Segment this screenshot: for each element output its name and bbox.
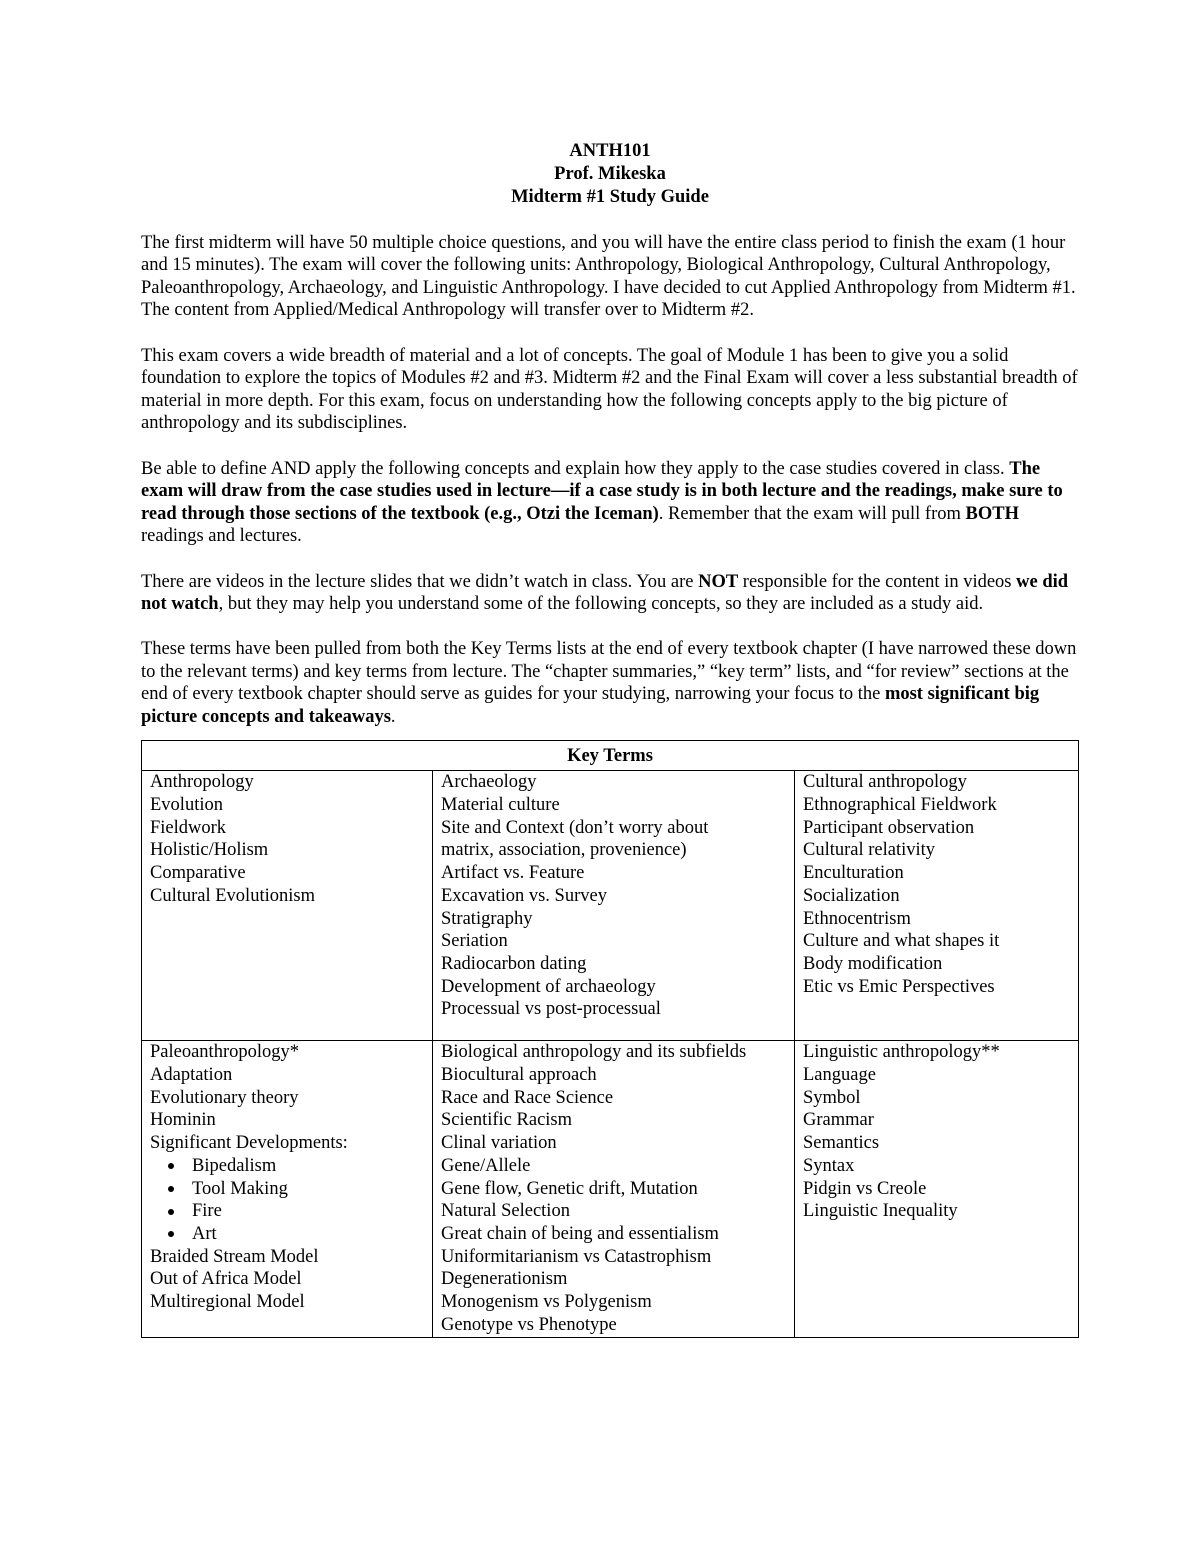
term-text: Pidgin vs Creole bbox=[803, 1178, 927, 1199]
term-text: Cultural Evolutionism bbox=[150, 885, 315, 906]
course-code: ANTH101 bbox=[569, 141, 651, 161]
instructions-paragraph bbox=[141, 458, 1079, 548]
term-item bbox=[803, 1064, 1070, 1087]
term-text: Fire bbox=[192, 1201, 222, 1222]
term-text: Seriation bbox=[441, 931, 508, 952]
terms-cell-archaeology bbox=[433, 771, 795, 1041]
term-item bbox=[150, 1132, 424, 1155]
term-text: Gene flow, Genetic drift, Mutation bbox=[441, 1178, 698, 1199]
term-item bbox=[441, 817, 786, 840]
term-text: Radiocarbon dating bbox=[441, 953, 587, 974]
terms-cell-anthropology bbox=[142, 771, 433, 1041]
term-text: Monogenism vs Polygenism bbox=[441, 1292, 652, 1313]
term-item bbox=[441, 885, 786, 908]
term-text: Natural Selection bbox=[441, 1201, 570, 1222]
term-item bbox=[441, 998, 786, 1021]
term-item bbox=[803, 794, 1070, 817]
term-item bbox=[150, 1041, 424, 1064]
term-item bbox=[150, 1109, 424, 1132]
term-item bbox=[150, 885, 424, 908]
videos-paragraph bbox=[141, 571, 1079, 616]
term-text: Race and Race Science bbox=[441, 1087, 614, 1108]
term-text: Tool Making bbox=[192, 1178, 288, 1199]
term-item bbox=[150, 1064, 424, 1087]
term-text: Gene/Allele bbox=[441, 1155, 531, 1176]
term-item bbox=[441, 1087, 786, 1110]
term-text: Linguistic Inequality bbox=[803, 1201, 958, 1222]
term-text: Archaeology bbox=[441, 772, 537, 793]
bullet-icon bbox=[168, 1209, 174, 1215]
terms-source-period: . bbox=[390, 707, 396, 728]
term-item bbox=[441, 1178, 786, 1201]
bullet-list-item bbox=[150, 1200, 424, 1223]
bullet-list-item bbox=[150, 1223, 424, 1246]
instructions-text-2: . Remember that the exam will pull from bbox=[658, 503, 966, 524]
term-item bbox=[441, 1314, 786, 1337]
term-text: Material culture bbox=[441, 795, 560, 816]
instructions-bold-text: The exam will draw from the case studies used in lecture—if a case study is in both lecture and the readings, make sure to read through those sections of the textbook (e.g., Otzi the Iceman) bbox=[141, 458, 1063, 524]
term-text: Evolutionary theory bbox=[150, 1087, 299, 1108]
term-item bbox=[441, 1155, 786, 1178]
term-item bbox=[803, 1041, 1070, 1064]
instructions-bold-both: BOTH bbox=[965, 503, 1019, 524]
document-page bbox=[141, 140, 1079, 1338]
terms-source-bold-text: most significant big picture concepts and takeaways bbox=[141, 684, 1040, 728]
term-item bbox=[803, 1155, 1070, 1178]
intro-paragraph: The first midterm will have 50 multiple choice questions, and you will have the entire class period to finish the exam (1 hour and 15 minutes). The exam will cover the following units: Anthropology, Biological Anthropology, Cultural Anthropology, Paleoanthropology, Archaeology, and Linguistic Anthropology. I have decided to cut Applied Anthropology from Midterm #1. The content from Applied/Medical Anthropology will transfer over to Midterm #2. bbox=[141, 232, 1076, 321]
term-item bbox=[150, 1246, 424, 1269]
term-text: Participant observation bbox=[803, 817, 975, 838]
term-item bbox=[803, 1178, 1070, 1201]
bullet-list-item bbox=[150, 1178, 424, 1201]
terms-cell-biological bbox=[433, 1041, 795, 1337]
term-text: Anthropology bbox=[150, 772, 254, 793]
term-text: Out of Africa Model bbox=[150, 1269, 302, 1290]
videos-bold-text: we did not watch bbox=[141, 571, 1069, 615]
term-item bbox=[803, 908, 1070, 931]
term-item bbox=[441, 953, 786, 976]
term-text: Development of archaeology bbox=[441, 976, 656, 997]
table-row bbox=[142, 771, 1079, 1041]
term-text: Adaptation bbox=[150, 1065, 233, 1086]
bullet-icon bbox=[168, 1231, 174, 1237]
term-item bbox=[441, 1109, 786, 1132]
term-text: Semantics bbox=[803, 1133, 880, 1154]
term-item bbox=[803, 839, 1070, 862]
term-text: Enculturation bbox=[803, 863, 904, 884]
videos-text-2: responsible for the content in videos bbox=[738, 571, 1017, 592]
scope-paragraph: This exam covers a wide breadth of material and a lot of concepts. The goal of Module 1 has been to give you a solid foundation to explore the topics of Modules #2 and #3. Midterm #2 and the Final Exam will cover a less substantial breadth of material in more depth. For this exam, focus on understanding how the following concepts apply to the big picture of anthropology and its subdisciplines. bbox=[141, 345, 1078, 434]
term-item bbox=[803, 953, 1070, 976]
terms-source-paragraph bbox=[141, 638, 1079, 728]
term-text: matrix, association, provenience) bbox=[441, 840, 687, 861]
term-text: Degenerationism bbox=[441, 1269, 568, 1290]
term-item bbox=[803, 976, 1070, 999]
term-item bbox=[441, 1291, 786, 1314]
term-item bbox=[441, 1132, 786, 1155]
paleo-terms-top bbox=[150, 1041, 424, 1155]
videos-text: There are videos in the lecture slides that we didn’t watch in class. You are bbox=[141, 571, 699, 592]
term-text: Cultural relativity bbox=[803, 840, 936, 861]
term-text: Cultural anthropology bbox=[803, 772, 967, 793]
term-item bbox=[150, 862, 424, 885]
videos-text-3: , but they may help you understand some of the following concepts, so they are included as a study aid. bbox=[218, 594, 984, 615]
developments-bullet-list bbox=[150, 1155, 424, 1246]
term-item bbox=[803, 1109, 1070, 1132]
term-item bbox=[150, 794, 424, 817]
terms-cell-cultural bbox=[795, 771, 1079, 1041]
term-text: Linguistic anthropology** bbox=[803, 1042, 1000, 1063]
document-title: Midterm #1 Study Guide bbox=[511, 187, 709, 207]
term-text: Clinal variation bbox=[441, 1133, 557, 1154]
term-item bbox=[441, 908, 786, 931]
term-item bbox=[441, 1223, 786, 1246]
term-text: Site and Context (don’t worry about bbox=[441, 817, 709, 838]
professor-name: Prof. Mikeska bbox=[554, 164, 666, 184]
instructions-text-3: readings and lectures. bbox=[141, 526, 302, 547]
term-text: Uniformitarianism vs Catastrophism bbox=[441, 1246, 712, 1267]
term-item bbox=[803, 817, 1070, 840]
term-text: Scientific Racism bbox=[441, 1110, 573, 1131]
term-item bbox=[150, 1268, 424, 1291]
term-item bbox=[803, 1200, 1070, 1223]
bullet-list-item bbox=[150, 1155, 424, 1178]
term-text: Artifact vs. Feature bbox=[441, 863, 585, 884]
bullet-icon bbox=[168, 1186, 174, 1192]
document-header bbox=[141, 140, 1079, 209]
term-text: Biocultural approach bbox=[441, 1065, 597, 1086]
term-text: Body modification bbox=[803, 953, 943, 974]
term-text: Culture and what shapes it bbox=[803, 931, 1000, 952]
term-item bbox=[441, 1268, 786, 1291]
terms-cell-linguistic bbox=[795, 1041, 1079, 1337]
term-text: Evolution bbox=[150, 795, 223, 816]
term-item bbox=[150, 771, 424, 794]
term-item bbox=[803, 1087, 1070, 1110]
term-text: Paleoanthropology* bbox=[150, 1042, 300, 1063]
term-text: Symbol bbox=[803, 1087, 861, 1108]
term-text: Comparative bbox=[150, 863, 246, 884]
term-text: Holistic/Holism bbox=[150, 840, 269, 861]
term-item bbox=[441, 862, 786, 885]
term-text: Braided Stream Model bbox=[150, 1246, 319, 1267]
term-item bbox=[803, 771, 1070, 794]
term-text: Ethnographical Fieldwork bbox=[803, 795, 997, 816]
term-text: Grammar bbox=[803, 1110, 874, 1131]
term-text: Stratigraphy bbox=[441, 908, 533, 929]
term-text: Language bbox=[803, 1065, 876, 1086]
term-item bbox=[441, 1041, 786, 1064]
term-item bbox=[803, 885, 1070, 908]
terms-cell-paleoanthropology bbox=[142, 1041, 433, 1337]
term-item bbox=[441, 976, 786, 999]
terms-source-text: These terms have been pulled from both the Key Terms lists at the end of every textbook chapter (I have narrowed these down to the relevant terms) and key terms from lecture. The “chapter summaries,” “key term” lists, and “for review” sections at the end of every textbook chapter should serve as guides for your studying, narrowing your focus to the bbox=[141, 639, 1077, 705]
term-item bbox=[150, 1087, 424, 1110]
term-item bbox=[441, 1246, 786, 1269]
paleo-terms-bottom bbox=[150, 1246, 424, 1314]
term-text: Bipedalism bbox=[192, 1155, 277, 1176]
term-item bbox=[803, 862, 1070, 885]
key-terms-table bbox=[141, 740, 1079, 1338]
term-text: Multiregional Model bbox=[150, 1292, 305, 1313]
term-text: Art bbox=[192, 1223, 217, 1244]
term-text: Biological anthropology and its subfields bbox=[441, 1042, 747, 1063]
term-text: Syntax bbox=[803, 1155, 855, 1176]
videos-bold-not: NOT bbox=[698, 571, 739, 592]
term-item bbox=[803, 1132, 1070, 1155]
term-item bbox=[441, 771, 786, 794]
term-item bbox=[803, 930, 1070, 953]
term-text: Great chain of being and essentialism bbox=[441, 1223, 719, 1244]
term-item bbox=[150, 839, 424, 862]
term-text: Etic vs Emic Perspectives bbox=[803, 976, 995, 997]
term-text: Socialization bbox=[803, 885, 900, 906]
key-terms-heading: Key Terms bbox=[142, 740, 1079, 771]
term-text: Ethnocentrism bbox=[803, 908, 911, 929]
term-item bbox=[441, 794, 786, 817]
term-item bbox=[441, 1064, 786, 1087]
term-text: Genotype vs Phenotype bbox=[441, 1314, 617, 1335]
term-item bbox=[441, 1200, 786, 1223]
term-text: Significant Developments: bbox=[150, 1133, 348, 1154]
term-text: Excavation vs. Survey bbox=[441, 885, 607, 906]
term-text: Fieldwork bbox=[150, 817, 227, 838]
term-item bbox=[441, 930, 786, 953]
table-row bbox=[142, 1041, 1079, 1337]
term-text: Processual vs post-processual bbox=[441, 999, 661, 1020]
term-text: Hominin bbox=[150, 1110, 216, 1131]
term-item bbox=[150, 1291, 424, 1314]
bullet-icon bbox=[168, 1163, 174, 1169]
term-item bbox=[150, 817, 424, 840]
instructions-text: Be able to define AND apply the following concepts and explain how they apply to the case studies covered in class. bbox=[141, 458, 1010, 479]
term-item bbox=[441, 839, 786, 862]
